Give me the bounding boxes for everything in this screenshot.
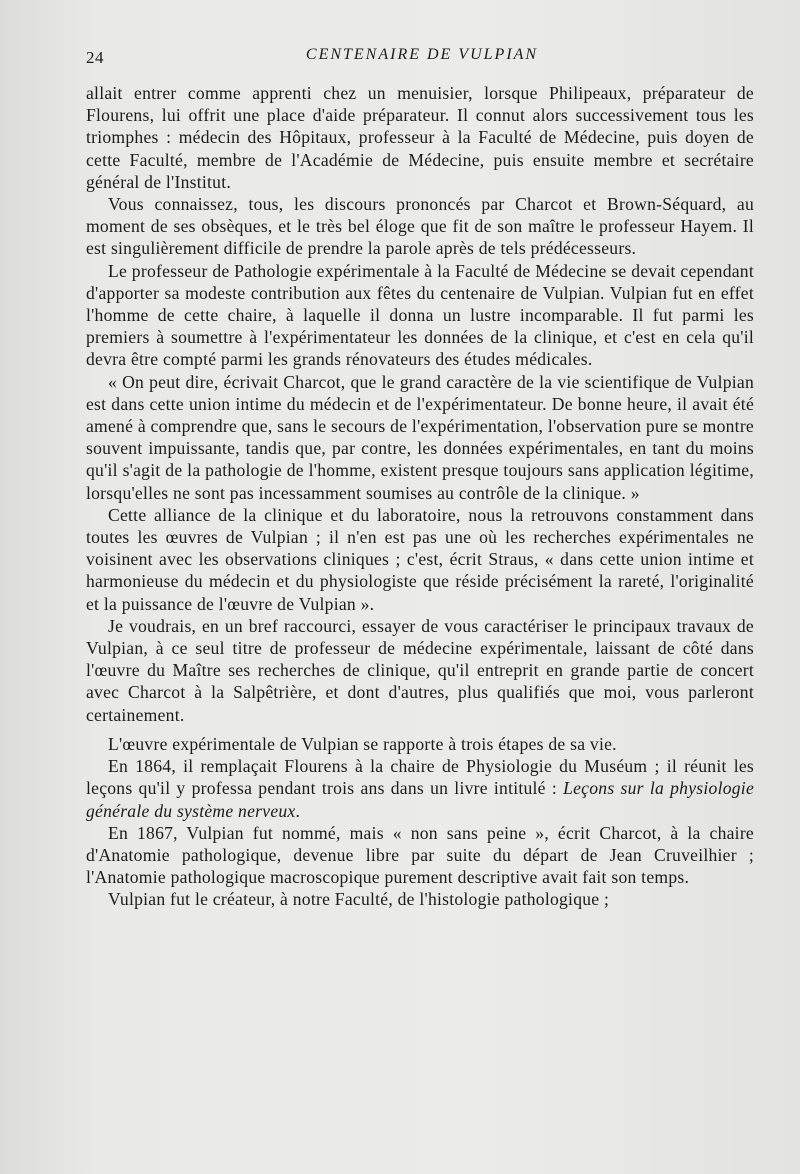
paragraph-1864-end: . (295, 800, 301, 821)
running-title: CENTENAIRE DE VULPIAN (305, 46, 539, 63)
book-title: Leçons sur la physiologie générale du système nerveux (86, 778, 755, 821)
paragraph-discourses: Vous connaissez, tous, les discours prononcés par Charcot et Brown-Séquard, au moment de ses obsèques, et le très bel éloge que fit de son maître le professeur Hayem. Il est singulièrement difficile de prendre la parole après de tels prédécesseurs. (86, 194, 754, 259)
paragraph-1867: En 1867, Vulpian fut nommé, mais « non sans peine », écrit Charcot, à la chaire d'Anatomie pathologique, devenue libre par suite du départ de Jean Cruveilhier ; l'Anatomie pathologique macroscopique purement descriptive avait fait son temps. (86, 822, 754, 888)
paragraph-1864 (86, 755, 754, 822)
paragraph-charcot-quote: « On peut dire, écrivait Charcot, que le grand caractère de la vie scientifique de Vulpian est dans cette union intime du médecin et de l'expérimentateur. De bonne heure, il avait été amené à comprendre que, sans le secours de l'expérimentation, l'observation pure se montre souvent impuissante, tandis que, par contre, les données expérimentales, en tant du moins qu'il s'agit de la pathologie de l'homme, existent presque toujours sans application légitime, lorsqu'elles ne sont pas incessamment soumises au contrôle de la clinique. » (86, 371, 754, 503)
paragraph-1864-text: En 1864, il remplaçait Flourens à la chaire de Physiologie du Muséum ; il réunit les leçons qu'il y professa pendant trois ans dans un livre intitulé : (86, 756, 754, 799)
paragraph-career: allait entrer comme apprenti chez un menuisier, lorsque Philipeaux, préparateur de Flourens, lui offrit une place d'aide préparateur. Il connut alors successivement tous les triomphes : médecin des Hôpitaux, professeur à la Faculté de Médecine, puis doyen de cette Faculté, membre de l'Académie de Médecine, puis ensuite membre et secrétaire général de l'Institut. (86, 83, 754, 192)
page-number: 24 (86, 48, 104, 67)
paragraph-three-stages: L'œuvre expérimentale de Vulpian se rapporte à trois étapes de sa vie. (108, 733, 617, 754)
paragraph-main-works: Je voudrais, en un bref raccourci, essayer de vous caractériser le principaux travaux de Vulpian, à ce seul titre de professeur de médecine expérimentale, laissant de côté dans l'œuvre du Maître ses recherches de clinique, qu'il entreprit en grande partie de concert avec Charcot à la Salpêtrière, et dont d'autres, plus qualifiés que moi, vous parleront certainement. (86, 615, 754, 725)
paragraph-histology: Vulpian fut le créateur, à notre Faculté, de l'histologie pathologique ; (108, 889, 610, 910)
body-text (86, 82, 754, 911)
paragraph-alliance: Cette alliance de la clinique et du laboratoire, nous la retrouvons constamment dans toutes les œuvres de Vulpian ; il n'en est pas une où les recherches expérimentales ne voisinent avec les observations cliniques ; c'est, écrit Straus, « dans cette union intime et harmonieuse du médecin et du physiologiste que réside précisément la rareté, l'originalité et la puissance de l'œuvre de Vulpian ». (86, 504, 754, 614)
running-head (86, 42, 758, 82)
paragraph-professor: Le professeur de Pathologie expérimentale à la Faculté de Médecine se devait cependant d'apporter sa modeste contribution aux fêtes du centenaire de Vulpian. Vulpian fut en effet l'homme de cette chaire, à laquelle il donna un lustre incomparable. Il fut parmi les premiers à soumettre à l'expérimentateur les données de la clinique, et c'est en cela qu'il devra être compté parmi les grands rénovateurs des études médicales. (86, 260, 754, 370)
